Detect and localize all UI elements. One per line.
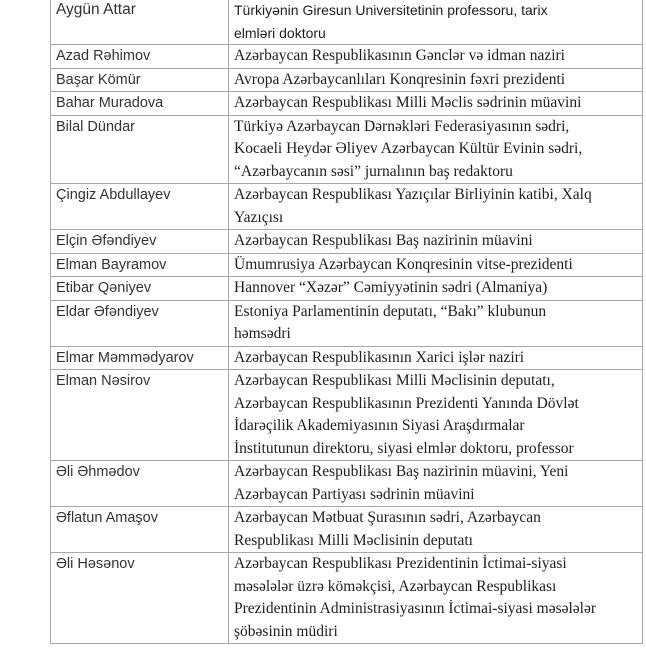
table-row [51,461,643,507]
table-row [51,230,643,254]
person-name: Bilal Dündar [51,115,229,184]
person-name: Aygün Attar [51,0,229,45]
person-position: Azərbaycan Respublikası Baş nazirinin müavini, Yeni Azərbaycan Partiyası sədrinin müavini [229,461,643,507]
people-table-body [51,0,643,644]
person-name: Əflatun Amaşov [51,507,229,553]
person-name: Elman Nəsirov [51,370,229,461]
person-position: Azərbaycan Respublikasının Xarici işlər naziri [229,346,643,370]
table-row [51,92,643,116]
person-name: Başar Kömür [51,68,229,92]
person-name: Elmar Məmmədyarov [51,346,229,370]
person-name: Elman Bayramov [51,253,229,277]
table-row [51,0,643,45]
person-position: Azərbaycan Respublikası Milli Məclis sədrinin müavini [229,92,643,116]
person-position: Azərbaycan Respublikası Prezidentinin İctimai-siyasi məsələlər üzrə köməkçisi, Azərbaycan Respublikası Prezidentinin Administrasiyasının İctimai-siyasi məsələlər şöbəsinin müdiri [229,553,643,644]
table-row [51,277,643,301]
table-row [51,45,643,69]
person-position: Azərbaycan Mətbuat Şurasının sədri, Azərbaycan Respublikası Milli Məclisinin deputatı [229,507,643,553]
person-name: Əli Əhmədov [51,461,229,507]
person-position: Ümumrusiya Azərbaycan Konqresinin vitse-prezidenti [229,253,643,277]
person-position: Hannover “Xəzər” Cəmiyyətinin sədri (Almaniya) [229,277,643,301]
table-row [51,68,643,92]
table-row [51,300,643,346]
person-name: Eldar Əfəndiyev [51,300,229,346]
table-row [51,115,643,184]
person-name: Bahar Muradova [51,92,229,116]
person-name: Çingiz Abdullayev [51,184,229,230]
person-position: Avropa Azərbaycanlıları Konqresinin fəxri prezidenti [229,68,643,92]
person-name: Elçin Əfəndiyev [51,230,229,254]
person-name: Azad Rəhimov [51,45,229,69]
person-position: Azərbaycan Respublikası Milli Məclisinin deputatı, Azərbaycan Respublikasının Prezidenti Yanında Dövlət İdarəçilik Akademiyasının Siyasi Araşdırmalar İnstitutunun direktoru, siyasi elmlər doktoru, professor [229,370,643,461]
table-row [51,370,643,461]
person-position: Azərbaycan Respublikasının Gənclər və idman naziri [229,45,643,69]
table-row [51,346,643,370]
table-row [51,253,643,277]
person-name: Etibar Qəniyev [51,277,229,301]
table-row [51,184,643,230]
people-table [50,0,643,644]
person-position: Azərbaycan Respublikası Yazıçılar Birliyinin katibi, Xalq Yazıçısı [229,184,643,230]
person-position: Estoniya Parlamentinin deputatı, “Bakı” klubunun həmsədri [229,300,643,346]
person-position: Azərbaycan Respublikası Baş nazirinin müavini [229,230,643,254]
table-row [51,553,643,644]
person-name: Əli Həsənov [51,553,229,644]
person-position: Türkiyə Azərbaycan Dərnəkləri Federasiyasının sədri, Kocaeli Heydər Əliyev Azərbaycan Kültür Evinin sədri, “Azərbaycanın səsi” jurnalının baş redaktoru [229,115,643,184]
table-row [51,507,643,553]
person-position: Türkiyənin Giresun Universitetinin professoru, tarix elmləri doktoru [229,0,643,45]
